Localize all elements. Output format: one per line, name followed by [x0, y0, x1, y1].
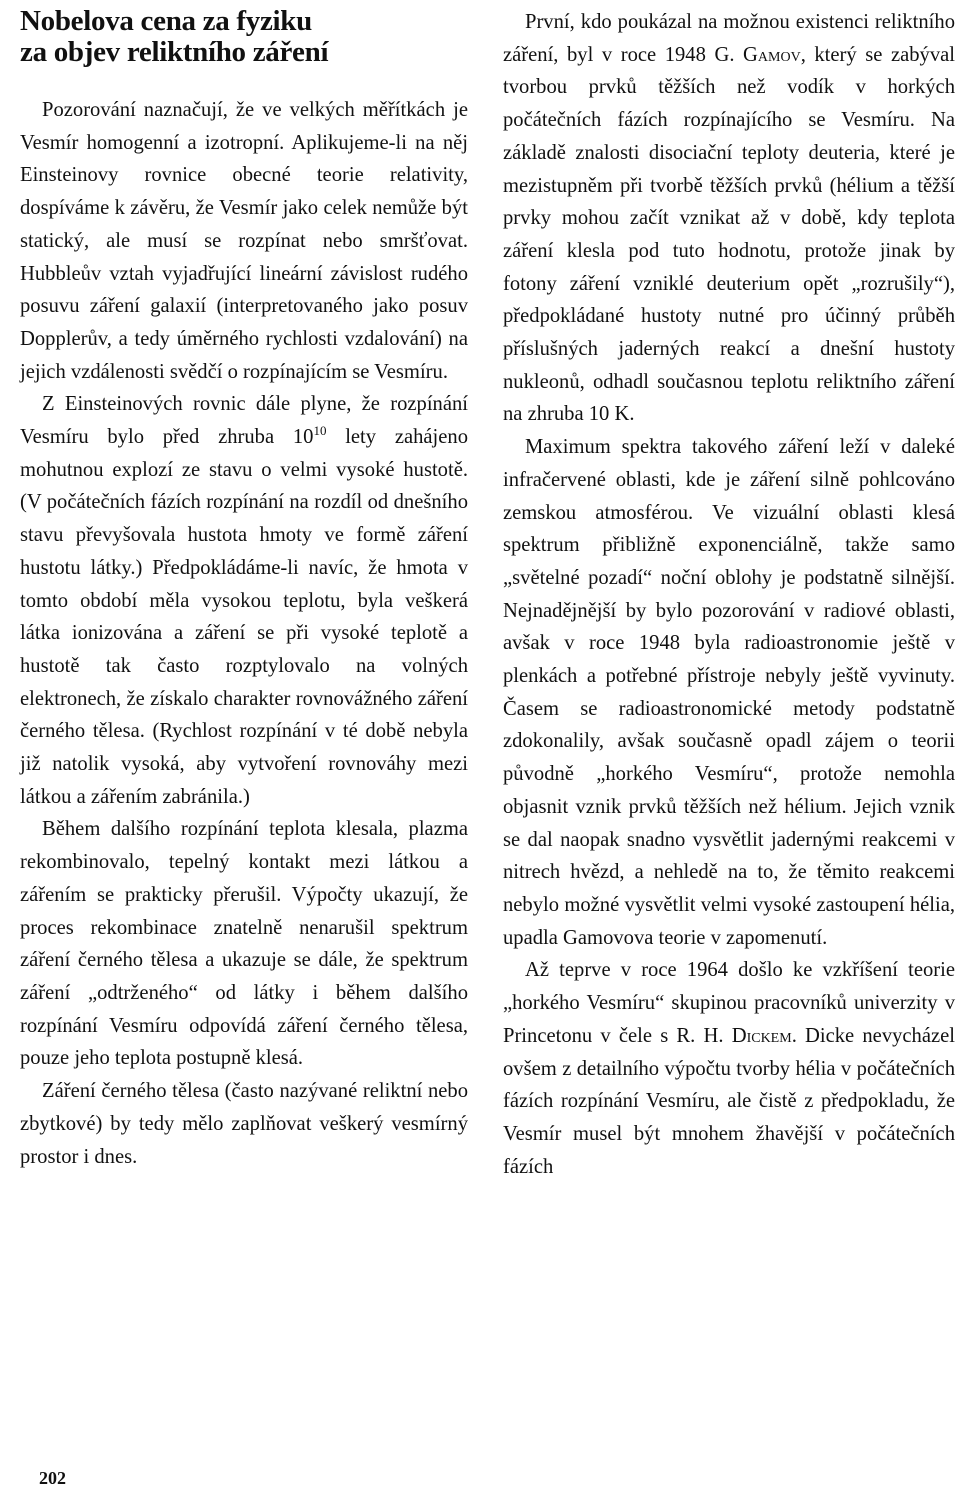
paragraph-left-2-part-b: lety zahájeno mohutnou explozí ze stavu o velmi vysoké hustotě. (V počátečních fázích rozpínání na rozdíl od dnešního stavu převyšovala hustota hmoty ve formě záření hustotu látky.) Předpokládáme-li navíc, že hmota v tomto období měla vysokou teplotu, byla veškerá látka ionizována a záření se při vysoké teplotě a hustotě tak často rozptylovalo na volných elektronech, že získalo charakter rovnovážného záření černého tělesa. (Rychlost rozpínání v té době nebyla již natolik vysoká, aby vytvoření rovnováhy mezi látkou a zářením zabránila.) [20, 426, 468, 808]
article-title [20, 6, 468, 68]
paragraph-right-1-part-a: První, kdo poukázal na možnou existenci reliktního záření, byl v roce 1948 G. [503, 11, 955, 66]
paragraph-right-1-part-b: , který se zabýval tvorbou prvků těžších než vodík v horkých počátečních fázích rozpínajícího se Vesmíru. Na základě znalosti disociační teploty deuteria, které je mezistupněm při tvorbě těžších prvků (hélium a těžší prvky mohou začít vznikat až v době, kdy teplota záření klesla pod tuto hodnotu, protože jinak by fotony záření vzniklé deuterium opět „rozrušily“), předpokládané hustoty nutné pro účinný průběh příslušných jaderných reakcí a dnešní hustoty nukleonů, odhadl současnou teplotu reliktního záření na zhruba 10 K. [503, 43, 955, 426]
title-line-2: za objev reliktního záření [20, 36, 329, 68]
paragraph-left-1: Pozorování naznačují, že ve velkých měřítkách je Vesmír homogenní a izotropní. Aplikujeme-li na něj Einsteinovy rovnice obecné teorie relativity, dospíváme k závěru, že Vesmír jako celek nemůže být statický, ale musí se rozpínat nebo smršťovat. Hubbleův vztah vyjadřující lineární závislost rudého posuvu záření galaxií (interpretovaného jako posuv Dopplerův, a tedy úměrného rychlosti vzdalování) na jejich vzdálenosti svědčí o rozpínajícím se Vesmíru. [20, 99, 468, 383]
paragraph-right-3-part-a: Až teprve v roce 1964 došlo ke vzkříšení teorie „horkého Vesmíru“ skupinou pracovníků univerzity v Princetonu v čele s R. H. [503, 959, 955, 1047]
paragraph-left-2-part-a: Z Einsteinových rovnic dále plyne, že rozpínání Vesmíru bylo před zhruba 10 [20, 393, 468, 449]
paragraph-right-3-part-b: . Dicke nevycházel ovšem z detailního výpočtu tvorby hélia v počátečních fázích rozpínání Vesmíru, ale čistě z předpokladu, že Vesmír musel být mnohem žhavější v počátečních fázích [503, 1024, 955, 1178]
page-number: 202 [39, 1468, 66, 1488]
right-column [503, 6, 955, 1183]
paragraph-left-3: Během dalšího rozpínání teplota klesala, plazma rekombinovalo, tepelný kontakt mezi látkou a zářením se prakticky přerušil. Výpočty ukazují, že proces rekombinace znatelně nenarušil spektrum záření černého tělesa a ukazuje se dále, že spektrum záření „odtrženého“ od látky i během dalšího rozpínání Vesmíru odpovídá záření černého tělesa, pouze jeho teplota postupně klesá. [20, 818, 468, 1070]
paragraph-right-2: Maximum spektra takového záření leží v daleké infračervené oblasti, kde je záření silně pohlcováno zemskou atmosférou. Ve vizuální oblasti klesá spektrum přibližně exponenciálně, takže samo „světelné pozadí“ noční oblohy je podstatně silnější. Nejnadějnější by bylo pozorování v radiové oblasti, avšak v roce 1948 byla radioastronomie ještě v plenkách a potřebné přístroje nebyly ještě vyvinuty. Časem se radioastronomické metody podstatně zdokonalily, avšak současně opadl zájem o teorii původně „horkého Vesmíru“, protože nemohla objasnit vznik prvků těžších než hélium. Jejich vznik se dal naopak snadno vysvětlit jadernými reakcemi v nitrech hvězd, a nehledě na to, že těmito reakcemi nebylo možné vysvětlit velmi vysoké zastoupení hélia, upadla Gamovova teorie v zapomenutí. [503, 436, 955, 949]
author-name-gamov: Gamov [743, 43, 801, 66]
author-name-dicke: Dickem [731, 1024, 792, 1047]
title-line-1: Nobelova cena za fyziku [20, 5, 312, 37]
exponent: 10 [313, 423, 327, 439]
left-column [20, 6, 468, 1173]
paragraph-left-2 [20, 388, 468, 813]
paragraph-right-1 [503, 6, 955, 431]
paragraph-left-4: Záření černého tělesa (často nazývané reliktní nebo zbytkové) by tedy mělo zaplňovat veškerý vesmírný prostor i dnes. [20, 1080, 468, 1168]
paragraph-right-3 [503, 954, 955, 1183]
